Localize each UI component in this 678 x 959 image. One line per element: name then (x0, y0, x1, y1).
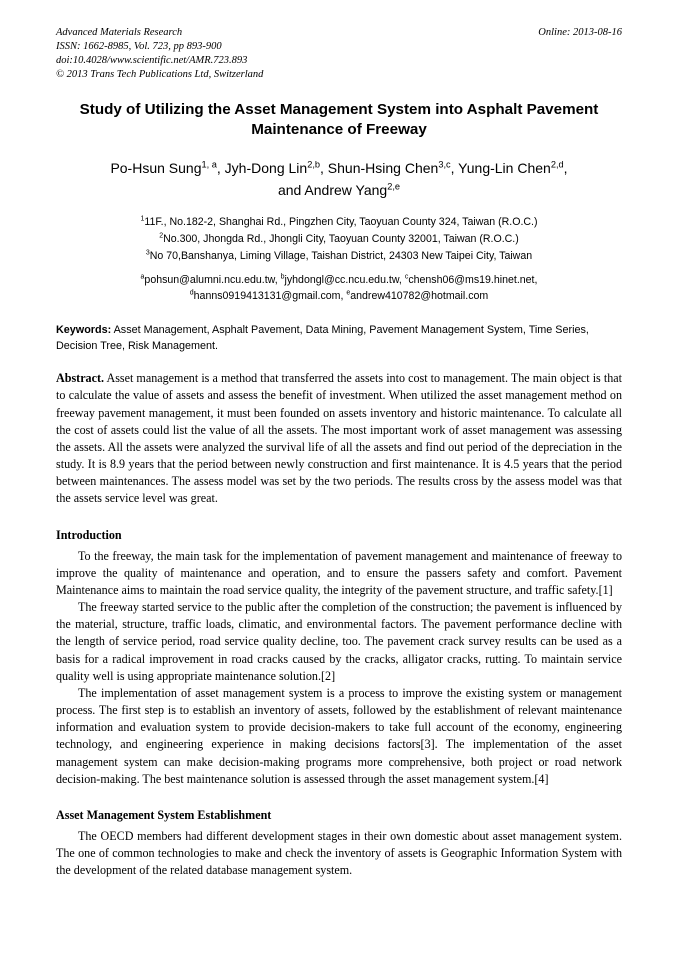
affiliation-item (56, 231, 622, 248)
copyright-line: © 2013 Trans Tech Publications Ltd, Switzerland (56, 68, 264, 80)
affiliation-text: No 70,Banshanya, Liming Village, Taishan District, 24303 New Taipei City, Taiwan (149, 249, 533, 262)
affiliation-item (56, 248, 622, 265)
paragraph: The implementation of asset management system is a process to improve the existing system or management process. The first step is to establish an inventory of assets, followed by the establishment of relevant maintenance information and evaluation system to provide decision-makers to take full account of the economy, engineering technology, and engineering experience in making decisions factors[3]. The implementation of the asset management system can make decision-making programs more comprehensive, both project or road network decision-making. The best maintenance solution is assessed through the asset management system.[4] (56, 685, 622, 786)
author-1: Po-Hsun Sung (110, 160, 202, 177)
author-2: , Jyh-Dong Lin (216, 160, 308, 177)
section-heading-asset-management-system-establishment: Asset Management System Establishment (56, 807, 272, 822)
email-marker-c: c (404, 273, 409, 281)
author-3-sup: 3,c (438, 159, 451, 170)
abstract-label: Abstract. (56, 371, 105, 386)
paragraph: The freeway started service to the public after the completion of the construction; the pavement is influenced by the material, structure, traffic loads, climatic, and environmental factors. The pavement performance decline with the length of service period, road service quality decline, too. The pavement crack survey results can be used as a basis for a radical improvement in road cracks caused by the cracks, alligator cracks, rutting. To maintain service quality well is using appropriate maintenance solution.[2] (56, 600, 622, 683)
issn-line: ISSN: 1662-8985, Vol. 723, pp 893-900 (56, 40, 222, 52)
affiliation-marker: 1 (140, 215, 145, 223)
masthead-left (56, 26, 452, 82)
email-line-1 (56, 273, 622, 289)
doi-line: doi:10.4028/www.scientific.net/AMR.723.893 (56, 54, 248, 66)
email-marker-b: b (280, 273, 285, 281)
author-list (56, 158, 622, 201)
keywords-text: Asset Management, Asphalt Pavement, Data Mining, Pavement Management System, Time Series, Decision Tree, Risk Management. (56, 323, 589, 352)
author-4-sup: 2,d (550, 159, 564, 170)
email-c: chensh06@ms19.hinet.net, (408, 274, 538, 287)
affiliation-text: No.300, Jhongda Rd., Jhongli City, Taoyuan County 32001, Taiwan (R.O.C.) (163, 232, 519, 245)
author-3: , Shun-Hsing Chen (320, 160, 439, 177)
affiliation-item (56, 214, 622, 231)
section-heading-introduction: Introduction (56, 527, 122, 542)
affiliation-list (56, 214, 622, 265)
paragraph: To the freeway, the main task for the implementation of pavement management and maintenance of freeway to improve the quality of maintenance and operation, and to ensure the passers safety and comfort. Pavement Maintenance aims to maintain the road service quality, the integrity of the pavement structure, and traffic safety.[1] (56, 548, 622, 597)
email-marker-a: a (140, 273, 145, 281)
keywords-block (56, 323, 622, 354)
page-title: Study of Utilizing the Asset Management System into Asphalt Pavement Maintenance of Freeway (79, 100, 599, 139)
author-2-sup: 2,b (307, 159, 321, 170)
email-d: hanns0919413131@gmail.com, (193, 289, 347, 302)
affiliation-marker: 2 (159, 232, 164, 240)
masthead (56, 26, 622, 82)
email-line-2 (56, 289, 622, 305)
affiliation-marker: 3 (145, 249, 150, 257)
author-4-comma: , (563, 160, 568, 177)
email-a: pohsun@alumni.ncu.edu.tw, (144, 274, 281, 287)
paragraph: The OECD members had different development stages in their own domestic about asset management system. The one of common technologies to make and check the inventory of assets is Geographic Information System with the development of the related database management system. (56, 828, 622, 878)
abstract-text: Asset management is a method that transferred the assets into cost to management. The main object is that to calculate the value of assets and assess the benefit of investment. When utilized the asset management method on freeway pavement management, it must been founded on assets inventory and historic maintenance. To calculate all the cost of assets could list the value of all the assets. The most important work of asset management was assessing the assets. All the assets were analyzed the survival life of all the assets and find out period of the depreciation in the study. It is 8.9 years that the period between newly construction and first maintenance. It is 4.5 years that the period between maintenances. The assess model was set by the two periods. The results cross by the assess model was that the assets service level was great. (56, 371, 622, 506)
online-date: Online: 2013-08-16 (538, 27, 622, 38)
author-5: and Andrew Yang (277, 181, 388, 198)
keywords-label: Keywords: (56, 323, 112, 336)
author-5-sup: 2,e (387, 181, 401, 192)
email-e: andrew410782@hotmail.com (350, 289, 489, 302)
journal-name: Advanced Materials Research (56, 27, 183, 38)
email-marker-d: d (189, 289, 194, 297)
email-marker-e: e (346, 289, 351, 297)
author-4: , Yung-Lin Chen (450, 160, 551, 177)
abstract-block (56, 370, 622, 507)
email-b: jyhdongl@cc.ncu.edu.tw, (284, 274, 405, 287)
author-1-sup: 1, a (201, 159, 217, 170)
affiliation-text: 11F., No.182-2, Shanghai Rd., Pingzhen City, Taoyuan County 324, Taiwan (R.O.C.) (144, 215, 538, 228)
author-line-2 (56, 180, 622, 202)
email-list (56, 273, 622, 305)
